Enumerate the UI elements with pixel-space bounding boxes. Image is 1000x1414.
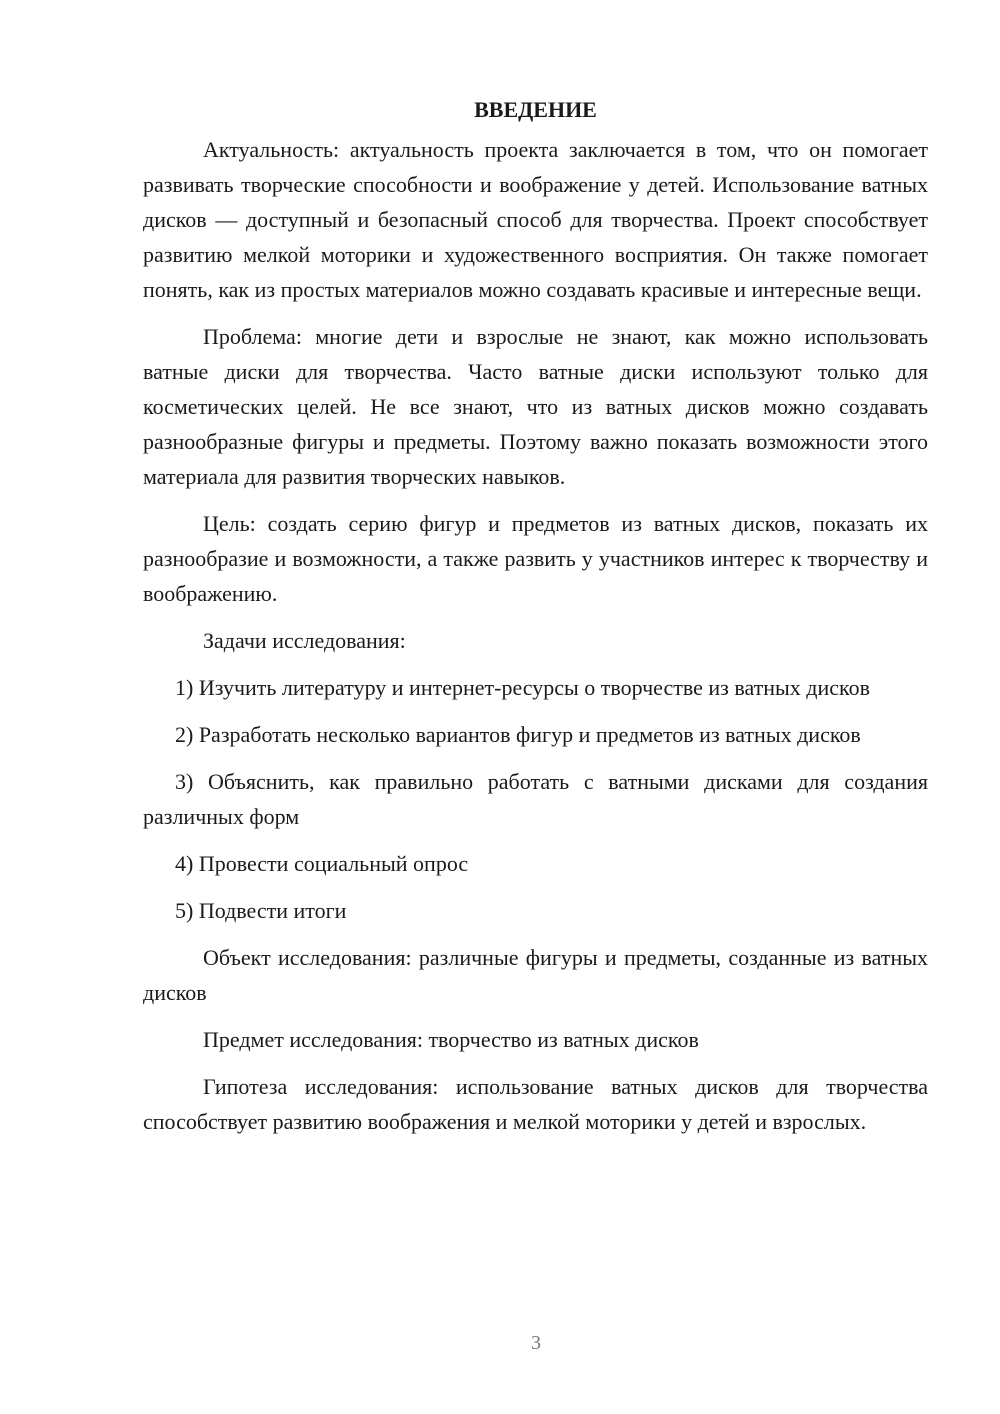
task-item: 3) Объяснить, как правильно работать с ватными дисками для создания различных форм [143, 769, 928, 829]
document-page [143, 92, 928, 1151]
goal-paragraph: Цель: создать серию фигур и предметов из ватных дисков, показать их разнообразие и возможности, а также развить у участников интерес к творчеству и воображению. [143, 511, 928, 606]
subject-paragraph: Предмет исследования: творчество из ватных дисков [203, 1027, 699, 1052]
problem-paragraph: Проблема: многие дети и взрослые не знают, как можно использовать ватные диски для творчества. Часто ватные диски используют только для косметических целей. Не все знают, что из ватных дисков можно создавать разнообразные фигуры и предметы. Поэтому важно показать возможности этого материала для развития творческих навыков. [143, 324, 928, 489]
page-title: ВВЕДЕНИЕ [474, 97, 597, 122]
task-item: 4) Провести социальный опрос [175, 851, 469, 876]
tasks-heading: Задачи исследования: [203, 628, 406, 653]
task-item: 5) Подвести итоги [175, 898, 347, 923]
task-item: 2) Разработать несколько вариантов фигур и предметов из ватных дисков [175, 722, 861, 747]
relevance-paragraph: Актуальность: актуальность проекта заключается в том, что он помогает развивать творческие способности и воображение у детей. Использование ватных дисков — доступный и безопасный способ для творчества. Проект способствует развитию мелкой моторики и художественного восприятия. Он также помогает понять, как из простых материалов можно создавать красивые и интересные вещи. [143, 137, 928, 302]
hypothesis-paragraph: Гипотеза исследования: использование ватных дисков для творчества способствует развитию воображения и мелкой моторики у детей и взрослых. [143, 1074, 928, 1134]
task-item: 1) Изучить литературу и интернет-ресурсы о творчестве из ватных дисков [175, 675, 870, 700]
page-number: 3 [531, 1332, 541, 1354]
object-paragraph: Объект исследования: различные фигуры и предметы, созданные из ватных дисков [143, 945, 928, 1005]
